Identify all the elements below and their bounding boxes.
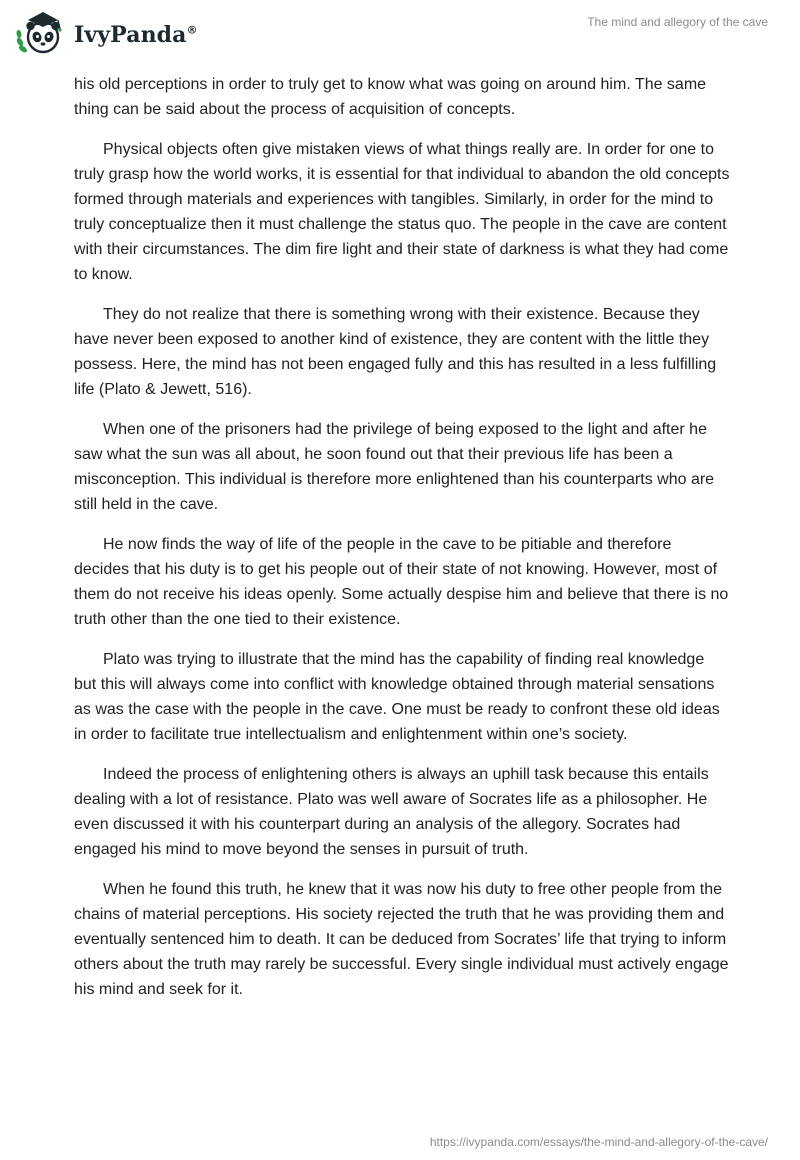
paragraph: Plato was trying to illustrate that the mind has the capability of finding real knowledge but this will always come into conflict with knowledge obtained through material sensations as was the case with the people in the cave. One must be ready to confront these old ideas in order to facilitate true intellectualism and enlightenment within one’s society. <box>74 651 720 743</box>
registered-mark: ® <box>186 23 198 37</box>
paragraph: Indeed the process of enlightening others is always an uphill task because this entails dealing with a lot of resistance. Plato was well aware of Socrates life as a philosopher. He even discussed it with his counterpart during an analysis of the allegory. Socrates had engaged his mind to move beyond the senses in pursuit of truth. <box>74 766 709 858</box>
panda-graduate-icon <box>14 8 68 58</box>
source-url-link[interactable]: https://ivypanda.com/essays/the-mind-and-allegory-of-the-cave/ <box>429 1135 768 1149</box>
paragraph: Physical objects often give mistaken views of what things really are. In order for one to truly grasp how the world works, it is essential for that individual to abandon the old concepts formed through materials and experiences with tangibles. Similarly, in order for the mind to truly conceptualize then it must challenge the status quo. The people in the cave are content with their circumstances. The dim fire light and their state of darkness is what they had come to know. <box>74 141 730 283</box>
brand-name <box>74 22 198 48</box>
page-header <box>0 0 800 70</box>
paragraph: He now finds the way of life of the people in the cave to be pitiable and therefore decides that his duty is to get his people out of their state of not knowing. However, most of them do not receive his ideas openly. Some actually despise him and believe that there is no truth other than the one tied to their existence. <box>74 536 729 628</box>
ivypanda-logo[interactable] <box>14 8 198 58</box>
brand-wordmark: IvyPanda <box>74 22 187 48</box>
paragraph: When he found this truth, he knew that it was now his duty to free other people from the chains of material perceptions. His society rejected the truth that he was providing them and eventually sentenced him to death. It can be deduced from Socrates’ life that trying to inform others about the truth may rarely be successful. Every single individual must actively engage his mind and seek for it. <box>74 881 729 998</box>
document-title: The mind and allegory of the cave <box>587 15 768 29</box>
paragraph: his old perceptions in order to truly get to know what was going on around him. The same thing can be said about the process of acquisition of concepts. <box>74 76 707 118</box>
paragraph: They do not realize that there is something wrong with their existence. Because they have never been exposed to another kind of existence, they are content with the little they possess. Here, the mind has not been engaged fully and this has resulted in a less fulfilling life (Plato & Jewett, 516). <box>74 306 717 398</box>
paragraph: When one of the prisoners had the privilege of being exposed to the light and after he saw what the sun was all about, he soon found out that their previous life has been a misconception. This individual is therefore more enlightened than his counterparts who are still held in the cave. <box>74 421 715 513</box>
essay-body <box>74 72 730 1017</box>
